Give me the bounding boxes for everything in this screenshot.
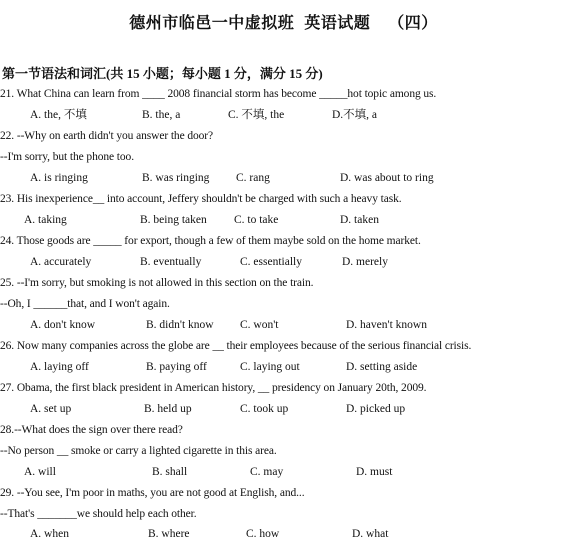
option-a: A. set up	[30, 403, 72, 415]
question-stem: 27. Obama, the first black president in American history, __ presidency on January 20th, 2009.	[0, 382, 427, 394]
option-b: B. held up	[144, 403, 192, 415]
question-stem: 23. His inexperience__ into account, Jeffery shouldn't be charged with such a heavy task.	[0, 193, 402, 205]
option-b: B. being taken	[140, 214, 207, 226]
exam-title	[0, 10, 567, 33]
option-b: B. was ringing	[142, 172, 210, 184]
option-d: D. haven't known	[346, 319, 427, 331]
option-a: A. laying off	[30, 361, 89, 373]
exam-title-subject: 英语试题	[304, 15, 371, 32]
question-stem: 28.--What does the sign over there read?	[0, 424, 183, 436]
option-d: D. must	[356, 466, 393, 478]
option-b: B. shall	[152, 466, 188, 478]
option-d: D. merely	[342, 256, 388, 268]
question-stem: 21. What China can learn from ____ 2008 financial storm has become _____hot topic among us.	[0, 88, 437, 100]
question-stem-cont: --That's _______we should help each other.	[0, 508, 197, 520]
option-c: C. won't	[240, 319, 279, 331]
option-d: D. was about to ring	[340, 172, 434, 184]
question-stem: 29. --You see, I'm poor in maths, you are not good at English, and...	[0, 487, 305, 499]
option-a: A. taking	[24, 214, 67, 226]
option-b: B. paying off	[146, 361, 207, 373]
option-a: A. don't know	[30, 319, 96, 331]
question-stem: 22. --Why on earth didn't you answer the door?	[0, 130, 214, 142]
question-stem-cont: --I'm sorry, but the phone too.	[0, 151, 134, 163]
option-c: C. essentially	[240, 256, 302, 268]
option-c: C. took up	[240, 403, 289, 415]
option-d: D. setting aside	[346, 361, 418, 373]
question-stem: 26. Now many companies across the globe are __ their employees because of the serious financial crisis.	[0, 340, 472, 352]
question-stem-cont: --Oh, I ______that, and I won't again.	[0, 298, 170, 310]
question-stem: 25. --I'm sorry, but smoking is not allowed in this section on the train.	[0, 277, 314, 289]
option-b: B. where	[148, 528, 190, 540]
option-c: C. rang	[236, 172, 270, 184]
option-a: A. the, 不填	[30, 109, 87, 121]
option-a: A. when	[30, 528, 69, 540]
option-d: D.不填, a	[332, 109, 378, 121]
option-d: D. taken	[340, 214, 379, 226]
option-b: B. the, a	[142, 109, 181, 121]
option-b: B. eventually	[140, 256, 202, 268]
option-c: C. to take	[234, 214, 279, 226]
option-d: D. picked up	[346, 403, 406, 415]
option-a: A. accurately	[30, 256, 92, 268]
question-stem: 24. Those goods are _____ for export, though a few of them maybe sold on the home market.	[0, 235, 421, 247]
option-c: C. how	[246, 528, 280, 540]
option-a: A. will	[24, 466, 56, 478]
section-heading: 第一节语法和词汇(共 15 小题；每小题 1 分，满分 15 分)	[2, 66, 323, 81]
option-b: B. didn't know	[146, 319, 214, 331]
question-stem-cont: --No person __ smoke or carry a lighted cigarette in this area.	[0, 445, 277, 457]
option-c: C. 不填, the	[228, 109, 285, 121]
option-c: C. may	[250, 466, 284, 478]
option-d: D. what	[352, 528, 389, 540]
option-a: A. is ringing	[30, 172, 88, 184]
option-c: C. laying out	[240, 361, 300, 373]
exam-title-number: （四）	[388, 15, 438, 32]
exam-title-school: 德州市临邑一中虚拟班	[129, 15, 295, 32]
